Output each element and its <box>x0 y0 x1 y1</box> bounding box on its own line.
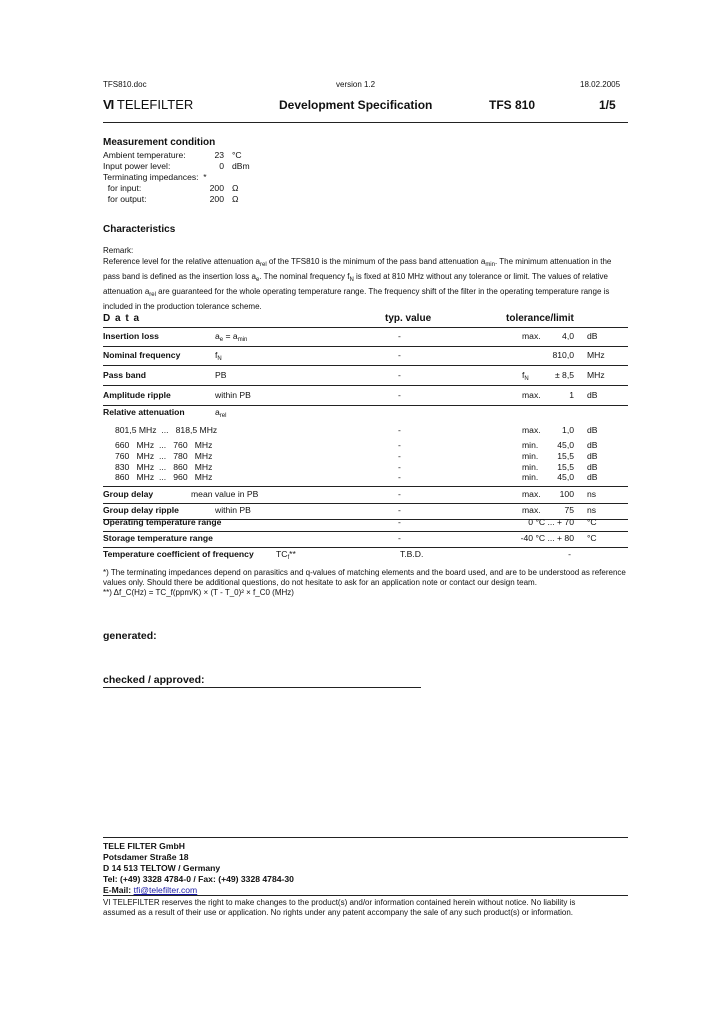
spec-symbol: mean value in PB <box>191 489 259 499</box>
spec-name: Relative attenuation <box>103 407 185 417</box>
measurement-unit: Ω <box>232 194 239 204</box>
spec-limit-value: 4,0 <box>562 331 574 341</box>
spec-unit: ns <box>587 505 597 515</box>
note-impedance-cont: values only. Should there be additional questions, do not hesitate to ask for an application note or contact our design team. <box>103 578 537 587</box>
spec-limit-value: 15,5 <box>557 451 574 461</box>
spec-limit-prefix: min. <box>522 451 539 461</box>
remark-line: Reference level for the relative attenuation $a_{rel}$ of the TFS810 is the minimum of the pass band attenuation $a_{min}$. The minimum attenuation in the <box>103 257 612 268</box>
version-label: version 1.2 <box>336 80 376 89</box>
spec-typical: - <box>398 462 401 472</box>
product-code: TFS 810 <box>489 98 536 112</box>
spec-unit: dB <box>587 440 598 450</box>
row-divider <box>103 405 628 406</box>
spec-typical: - <box>398 489 401 499</box>
spec-limit-value: 15,5 <box>557 462 574 472</box>
measurement-value: 23 <box>214 150 224 160</box>
note-tcf: **) Δf_C(Hz) = TC_f(ppm/K) × (T - T_0)² × f_C0 (MHz) <box>103 588 294 597</box>
spec-unit: MHz <box>587 350 605 360</box>
col-tolerance-header: tolerance/limit <box>506 313 574 324</box>
spec-limit-value: 45,0 <box>557 440 574 450</box>
measurement-label: Input power level: <box>103 161 171 171</box>
signature-line <box>103 687 421 688</box>
spec-limit-value: 1,0 <box>562 425 574 435</box>
spec-limit-prefix: min. <box>522 440 539 450</box>
spec-limit-value: 810,0 <box>552 350 574 360</box>
spec-typical: - <box>398 390 401 400</box>
spec-limit-value: 75 <box>564 505 574 515</box>
spec-limit-value: - <box>568 549 571 559</box>
spec-name: Group delay ripple <box>103 505 179 515</box>
spec-typical: - <box>398 472 401 482</box>
spec-limit-prefix: max. <box>522 331 541 341</box>
footer-email-row <box>103 885 197 895</box>
spec-symbol: PB <box>215 370 227 380</box>
frequency-range: 801,5 MHz ... 818,5 MHz <box>115 425 218 435</box>
col-data-header: D a t a <box>103 313 141 324</box>
measurement-value: 0 <box>219 161 224 171</box>
note-impedance: *) The terminating impedances depend on parasitics and q-values of matching elements and the board used, and are to be understood as reference <box>103 568 626 577</box>
spec-name: Nominal frequency <box>103 350 181 360</box>
measurement-unit: dBm <box>232 161 250 171</box>
spec-name: Operating temperature range <box>103 517 222 527</box>
document-date: 18.02.2005 <box>580 80 621 89</box>
characteristics-heading: Characteristics <box>103 224 176 235</box>
disclaimer-line-2: assumed as a result of their use or application. No rights under any patent accompany the sale of any such product(s) or information. <box>103 908 574 917</box>
spec-name: Storage temperature range <box>103 533 213 543</box>
row-divider <box>103 486 628 487</box>
footer-company: TELE FILTER GmbH <box>103 841 185 851</box>
measurement-label: for output: <box>103 194 147 204</box>
measurement-label: for input: <box>103 183 142 193</box>
spec-limit-prefix: min. <box>522 472 539 482</box>
measurement-heading: Measurement condition <box>103 137 216 148</box>
spec-typical: - <box>398 331 401 341</box>
spec-unit: dB <box>587 425 598 435</box>
col-typ-header: typ. value <box>385 313 432 324</box>
remark-line: pass band is defined as the insertion loss $a_e$. The nominal frequency $f_N$ is fixed at 810 MHz without any tolerance or limit. The values of relative <box>103 272 608 283</box>
generated-label: generated: <box>103 630 157 642</box>
spec-limit-value: ± 8,5 <box>554 370 574 380</box>
frequency-range: 830 MHz ... 860 MHz <box>115 462 213 472</box>
file-name: TFS810.doc <box>103 80 147 89</box>
remark-label: Remark: <box>103 246 134 255</box>
spec-limit-value: -40 °C ... + 80 <box>520 533 574 543</box>
email-link[interactable]: tfi@telefilter.com <box>133 885 198 895</box>
spec-limit-value: 0 °C ... + 70 <box>528 517 574 527</box>
spec-name: Group delay <box>103 489 154 499</box>
row-divider <box>103 346 628 347</box>
spec-symbol: $a_{rel}$ <box>215 407 227 419</box>
spec-unit: dB <box>587 462 598 472</box>
spec-limit-value: 45,0 <box>557 472 574 482</box>
row-divider <box>103 547 628 548</box>
remark-line: included in the production tolerance scheme. <box>103 302 262 311</box>
spec-unit: °C <box>587 517 597 527</box>
spec-name: Pass band <box>103 370 146 380</box>
row-divider <box>103 365 628 366</box>
row-divider <box>103 385 628 386</box>
footer-phone: Tel: (+49) 3328 4784-0 / Fax: (+49) 3328 4784-30 <box>103 874 294 884</box>
disclaimer-line-1: VI TELEFILTER reserves the right to make changes to the product(s) and/or information contained herein without notice. No liability is <box>103 898 576 907</box>
company-logo <box>103 97 193 112</box>
frequency-range: 860 MHz ... 960 MHz <box>115 472 213 482</box>
spec-symbol: within PB <box>215 505 251 515</box>
checked-label: checked / approved: <box>103 674 205 686</box>
logo-text: TELEFILTER <box>116 97 194 112</box>
remark-text <box>103 256 627 312</box>
spec-symbol: $TC_f**$ <box>276 549 296 561</box>
spec-typical: - <box>398 350 401 360</box>
spec-unit: MHz <box>587 370 605 380</box>
logo-mark: VI <box>103 97 114 112</box>
spec-limit-prefix: min. <box>522 462 539 472</box>
document-title: Development Specification <box>279 98 433 112</box>
table-divider <box>103 327 628 328</box>
measurement-label: Ambient temperature: <box>103 150 186 160</box>
row-divider <box>103 531 628 532</box>
spec-typical: - <box>398 505 401 515</box>
measurement-label: Terminating impedances: * <box>103 172 207 182</box>
spec-typical: - <box>398 370 401 380</box>
spec-symbol: within PB <box>215 390 251 400</box>
spec-typical: T.B.D. <box>400 549 424 559</box>
measurement-value: 200 <box>209 183 224 193</box>
spec-symbol: $f_N$ <box>215 350 222 362</box>
spec-unit: °C <box>587 533 597 543</box>
measurement-unit: Ω <box>232 183 239 193</box>
spec-name: Amplitude ripple <box>103 390 171 400</box>
spec-typical: - <box>398 517 401 527</box>
spec-name: Insertion loss <box>103 331 159 341</box>
spec-unit: dB <box>587 451 598 461</box>
spec-limit-value: 1 <box>569 390 574 400</box>
footer-city: D 14 513 TELTOW / Germany <box>103 863 221 873</box>
spec-unit: dB <box>587 331 598 341</box>
footer-street: Potsdamer Straße 18 <box>103 852 189 862</box>
footer-divider-2 <box>103 895 628 896</box>
spec-typical: - <box>398 533 401 543</box>
spec-limit-prefix: $f_N$ <box>522 370 529 382</box>
spec-limit-value: 100 <box>559 489 574 499</box>
spec-unit: dB <box>587 472 598 482</box>
spec-limit-prefix: max. <box>522 489 541 499</box>
remark-line: attenuation $a_{rel}$ are guaranteed for the whole operating temperature range. The frequency shift of the filter in the operating temperature range is <box>103 287 610 298</box>
spec-symbol: $a_e = a_{min}$ <box>215 331 248 343</box>
spec-typical: - <box>398 451 401 461</box>
spec-typical: - <box>398 425 401 435</box>
measurement-unit: °C <box>232 150 242 160</box>
email-label: E-Mail: <box>103 885 132 895</box>
measurement-value: 200 <box>209 194 224 204</box>
footer-divider <box>103 837 628 838</box>
header-divider <box>103 122 628 123</box>
frequency-range: 660 MHz ... 760 MHz <box>115 440 213 450</box>
page-number: 1/5 <box>599 98 616 112</box>
spec-unit: ns <box>587 489 597 499</box>
frequency-range: 760 MHz ... 780 MHz <box>115 451 213 461</box>
spec-limit-prefix: max. <box>522 425 541 435</box>
spec-limit-prefix: max. <box>522 390 541 400</box>
spec-typical: - <box>398 440 401 450</box>
spec-unit: dB <box>587 390 598 400</box>
row-divider <box>103 503 628 504</box>
spec-name: Temperature coefficient of frequency <box>103 549 254 559</box>
spec-limit-prefix: max. <box>522 505 541 515</box>
